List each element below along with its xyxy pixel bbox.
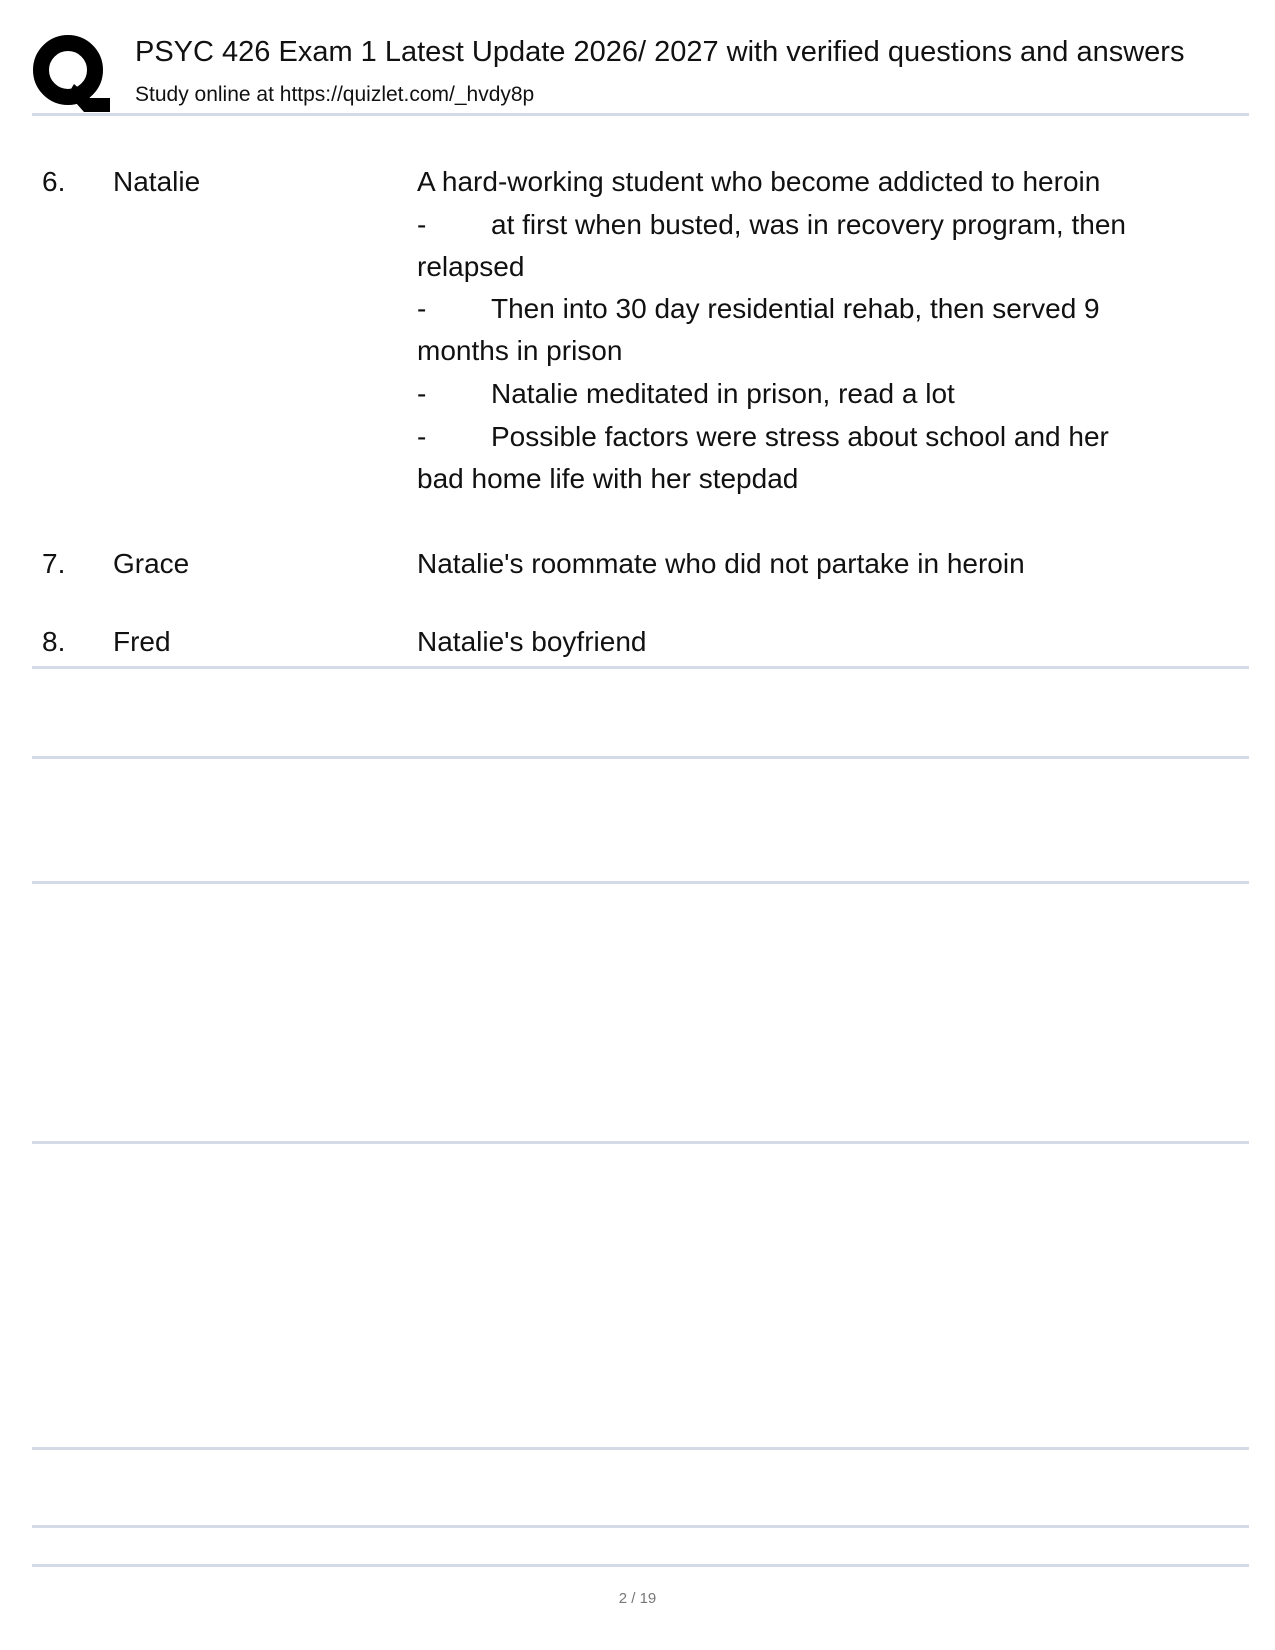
bullet-dash: -	[417, 378, 427, 409]
section-divider	[32, 1447, 1249, 1450]
card-definition	[417, 542, 1227, 586]
bullet-text: Natalie meditated in prison, read a lot	[491, 378, 955, 409]
page-number: 2 / 19	[618, 1590, 657, 1607]
footer-divider	[32, 1564, 1249, 1567]
bullet-dash: -	[417, 293, 427, 324]
card-number: 6.	[42, 166, 66, 197]
card-definition	[417, 620, 1227, 664]
bullet-text: Then into 30 day residential rehab, then served 9	[491, 293, 1100, 324]
flashcard-row	[32, 542, 1249, 586]
card-term: Natalie	[113, 166, 201, 197]
document-title: PSYC 426 Exam 1 Latest Update 2026/ 2027 with verified questions and answers	[135, 36, 1185, 68]
definition-bullet	[417, 416, 1227, 500]
definition-intro: A hard-working student who become addicted to heroin	[417, 166, 1101, 197]
bullet-text-continued: bad home life with her stepdad	[417, 463, 799, 494]
header-divider	[32, 113, 1249, 116]
flashcard-row	[32, 160, 1249, 505]
bullet-text: Possible factors were stress about school and her	[491, 421, 1109, 452]
quizlet-logo-icon	[32, 34, 112, 114]
definition-intro: Natalie's boyfriend	[417, 626, 647, 657]
section-divider	[32, 881, 1249, 884]
card-number: 8.	[42, 626, 66, 657]
card-term: Fred	[113, 626, 171, 657]
bullet-dash: -	[417, 421, 427, 452]
study-link[interactable]: Study online at https://quizlet.com/_hvdy8p	[135, 83, 535, 106]
definition-bullet	[417, 372, 1227, 416]
bullet-dash: -	[417, 209, 427, 240]
definition-bullet	[417, 288, 1227, 372]
card-term: Grace	[113, 548, 190, 579]
definition-bullet	[417, 204, 1227, 288]
section-divider	[32, 1525, 1249, 1528]
card-definition	[417, 160, 1227, 500]
section-divider	[32, 1141, 1249, 1144]
definition-intro: Natalie's roommate who did not partake in heroin	[417, 548, 1025, 579]
bullet-text-continued: months in prison	[417, 335, 623, 366]
bullet-text: at first when busted, was in recovery program, then	[491, 209, 1126, 240]
section-divider	[32, 756, 1249, 759]
card-number: 7.	[42, 548, 66, 579]
section-divider	[32, 666, 1249, 669]
bullet-text-continued: relapsed	[417, 251, 525, 282]
flashcard-row	[32, 620, 1249, 664]
